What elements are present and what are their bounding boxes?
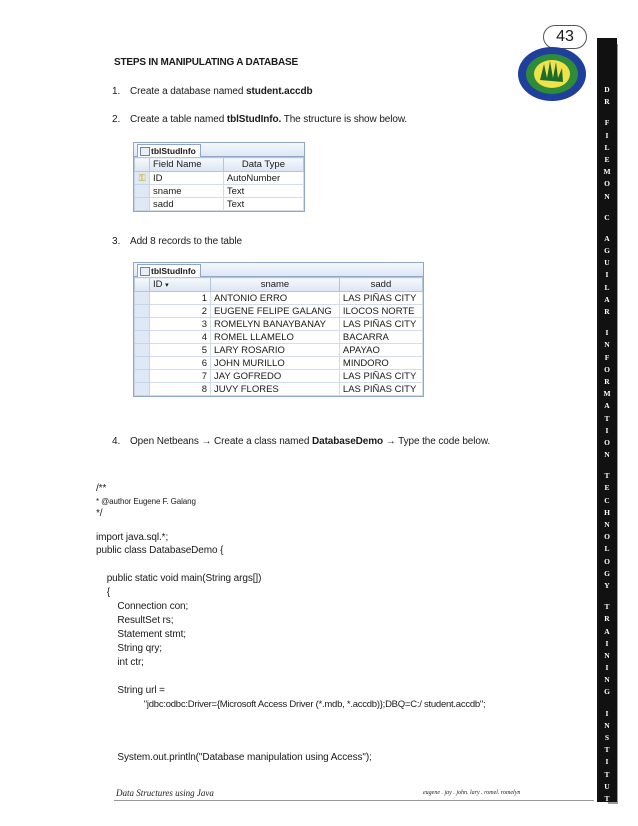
side-letter: N: [604, 720, 610, 730]
side-letter: A: [604, 401, 610, 411]
side-letter: R: [604, 97, 610, 107]
table-icon: [140, 147, 150, 156]
code-line: */: [96, 508, 103, 519]
side-letter: [597, 224, 617, 233]
side-letter: N: [604, 450, 610, 460]
footer-divider: [114, 800, 594, 801]
side-banner-text: [597, 84, 617, 817]
institute-seal-logo: [516, 44, 588, 104]
side-letter: E: [604, 154, 610, 164]
side-letter: O: [604, 364, 610, 374]
side-letter: E: [604, 483, 610, 493]
side-letter: I: [605, 708, 609, 718]
table-row: sadd Text: [135, 198, 304, 211]
side-letter: F: [604, 118, 610, 128]
table-row: 5 LARY ROSARIO APAYAO: [135, 344, 423, 357]
side-banner: [597, 38, 617, 816]
side-letter: G: [604, 687, 610, 697]
column-header-id: ID ▾: [150, 278, 211, 292]
side-letter: I: [605, 130, 609, 140]
side-letter: O: [604, 179, 610, 189]
side-letter: [597, 699, 617, 708]
side-letter: G: [604, 568, 610, 578]
code-line: public static void main(String args[]): [96, 573, 262, 584]
side-letter: L: [604, 282, 610, 292]
side-letter: M: [603, 389, 611, 399]
footer-authors: eugene . jay . john. lary . romel. romelyn: [423, 790, 521, 796]
table-icon: [140, 267, 150, 276]
side-letter: N: [604, 340, 610, 350]
side-letter: F: [604, 352, 610, 362]
table-tab: tblStudInfo: [137, 144, 201, 157]
records-table-screenshot: [133, 262, 424, 397]
arrow-icon: →: [385, 436, 396, 447]
side-letter: N: [604, 520, 610, 529]
side-letter: U: [604, 258, 610, 268]
step-2: 2. Create a table named tblStudInfo. The structure is show below.: [112, 114, 408, 125]
code-line: System.out.println("Database manipulation using Access");: [96, 752, 372, 763]
side-letter: R: [604, 307, 610, 316]
code-line: int ctr;: [96, 657, 144, 668]
table-row: 8 JUVY FLORES LAS PIÑAS CITY: [135, 383, 423, 396]
side-letter: [597, 318, 617, 327]
side-letter: I: [605, 638, 609, 648]
side-letter: [597, 461, 617, 470]
side-letter: U: [604, 781, 610, 791]
column-header: Field Name: [150, 158, 224, 172]
code-line: String url =: [96, 685, 165, 696]
table-row: 4 ROMEL LLAMELO BACARRA: [135, 331, 423, 344]
code-line: /**: [96, 483, 107, 494]
table-tab: tblStudInfo: [137, 264, 201, 277]
code-line: "jdbc:odbc:Driver={Microsoft Access Driver (*.mdb, *.accdb)};DBQ=C:/ student.accdb";: [96, 699, 486, 710]
side-letter: Y: [604, 580, 610, 590]
code-line: public class DatabaseDemo {: [96, 545, 224, 556]
side-letter: S: [604, 733, 610, 742]
side-letter: C: [604, 212, 610, 222]
side-letter: [597, 108, 617, 117]
side-letter: T: [604, 602, 610, 612]
side-letter: I: [605, 328, 609, 338]
side-letter: G: [604, 246, 610, 256]
code-line: ResultSet rs;: [96, 615, 174, 626]
side-letter: T: [604, 471, 610, 481]
side-letter: A: [604, 294, 610, 304]
table-row: 2 EUGENE FELIPE GALANG ILOCOS NORTE: [135, 305, 423, 318]
side-letter: H: [604, 507, 610, 517]
code-line: import java.sql.*;: [96, 532, 169, 543]
side-letter: L: [604, 544, 610, 554]
side-letter: M: [603, 167, 611, 177]
step-4: 4. Open Netbeans → Create a class named DatabaseDemo → Type the code below.: [112, 436, 491, 447]
side-letter: I: [605, 270, 609, 280]
structure-table-screenshot: [133, 142, 305, 212]
sort-dropdown-icon: ▾: [165, 282, 169, 289]
table-row: 3 ROMELYN BANAYBANAY LAS PIÑAS CITY: [135, 318, 423, 331]
side-letter: T: [604, 793, 610, 803]
side-letter: [597, 203, 617, 212]
code-line: Statement stmt;: [96, 629, 186, 640]
code-line: String qry;: [96, 643, 162, 654]
side-letter: C: [604, 495, 610, 505]
side-letter: I: [605, 663, 609, 673]
side-letter: R: [604, 376, 610, 386]
code-line: {: [96, 587, 110, 598]
side-letter: [597, 592, 617, 601]
side-letter: T: [604, 745, 610, 755]
side-letter: T: [604, 413, 610, 423]
side-letter: O: [604, 556, 610, 566]
side-letter: I: [605, 425, 609, 435]
side-letter: D: [604, 85, 610, 94]
arrow-icon: →: [201, 436, 212, 447]
side-letter: N: [604, 191, 610, 201]
side-letter: L: [604, 142, 610, 152]
table-row: ⚿ ID AutoNumber: [135, 172, 304, 185]
side-letter: A: [604, 626, 610, 636]
page-number: 43: [543, 25, 587, 49]
table-row: 6 JOHN MURILLO MINDORO: [135, 357, 423, 370]
side-letter: R: [604, 614, 610, 624]
side-letter: N: [604, 650, 610, 660]
table-row: 1 ANTONIO ERRO LAS PIÑAS CITY: [135, 292, 423, 305]
side-letter: N: [604, 675, 610, 685]
column-header: sname: [211, 278, 340, 292]
column-header: Data Type: [223, 158, 303, 172]
side-letter: O: [604, 437, 610, 447]
side-letter: A: [604, 233, 610, 243]
column-header: sadd: [339, 278, 422, 292]
page-heading: STEPS IN MANIPULATING A DATABASE: [114, 57, 298, 68]
side-letter: O: [604, 532, 610, 542]
step-1: 1. Create a database named student.accdb: [112, 86, 313, 97]
primary-key-icon: ⚿: [138, 172, 146, 183]
side-letter: T: [604, 769, 610, 779]
side-letter: E: [604, 806, 610, 816]
side-letter: I: [605, 757, 609, 767]
table-row: sname Text: [135, 185, 304, 198]
code-line: * @author Eugene F. Galang: [96, 497, 196, 506]
table-row: 7 JAY GOFREDO LAS PIÑAS CITY: [135, 370, 423, 383]
footer-title: Data Structures using Java: [116, 788, 214, 798]
step-3: 3. Add 8 records to the table: [112, 236, 242, 247]
code-line: Connection con;: [96, 601, 189, 612]
